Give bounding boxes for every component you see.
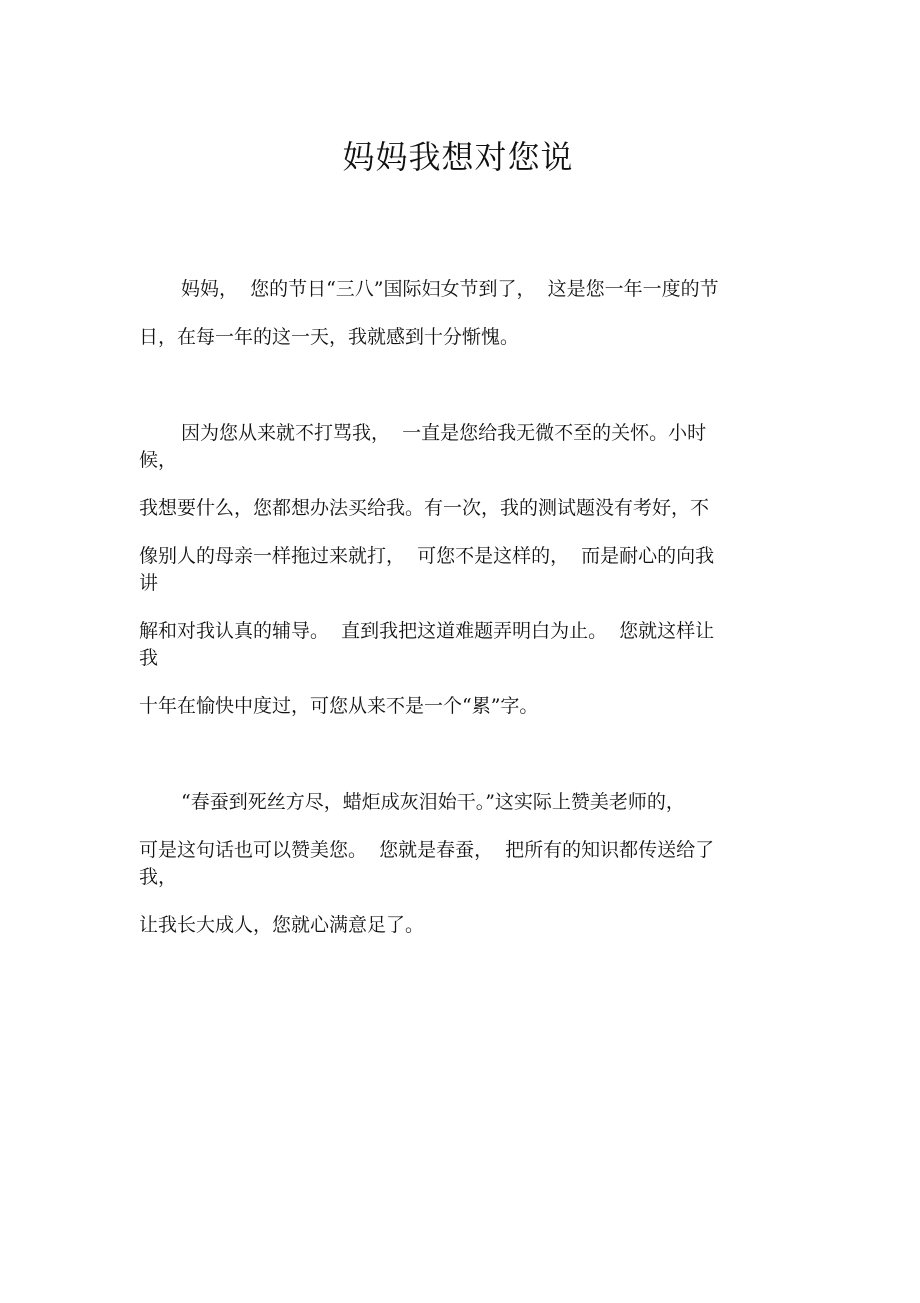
document-body <box>139 276 719 960</box>
paragraph-line: 解和对我认真的辅导。 直到我把这道难题弄明白为止。 您就这样让我 <box>139 620 715 669</box>
paragraph-line: 日，在每一年的这一天，我就感到十分惭愧。 <box>139 326 520 348</box>
paragraph-line: 十年在愉快中度过，可您从来不是一个“累”字。 <box>139 695 539 717</box>
paragraph-spacer <box>139 741 719 789</box>
paragraph-line: 可是这句话也可以赞美您。 您就是春蚕， 把所有的知识都传送给了我， <box>139 839 715 888</box>
paragraph-spacer <box>139 372 719 420</box>
paragraph-1 <box>139 276 719 351</box>
paragraph-line: 妈妈， 您的节日“三八”国际妇女节到了， 这是您一年一度的节 <box>181 278 719 300</box>
paragraph-line: 让我长大成人，您就心满意足了。 <box>139 914 425 936</box>
paragraph-line: “春蚕到死丝方尽，蜡炬成灰泪始干。”这实际上赞美老师的， <box>181 791 685 813</box>
paragraph-line: 我想要什么，您都想办法买给我。有一次，我的测试题没有考好，不 <box>139 497 710 519</box>
paragraph-line: 因为您从来就不打骂我， 一直是您给我无微不至的关怀。小时候， <box>139 422 707 471</box>
page-title: 妈妈我想对您说 <box>342 138 574 176</box>
paragraph-2 <box>139 420 719 720</box>
paragraph-3 <box>139 789 719 939</box>
paragraph-line: 像别人的母亲一样拖过来就打， 可您不是这样的， 而是耐心的向我讲 <box>139 545 715 594</box>
